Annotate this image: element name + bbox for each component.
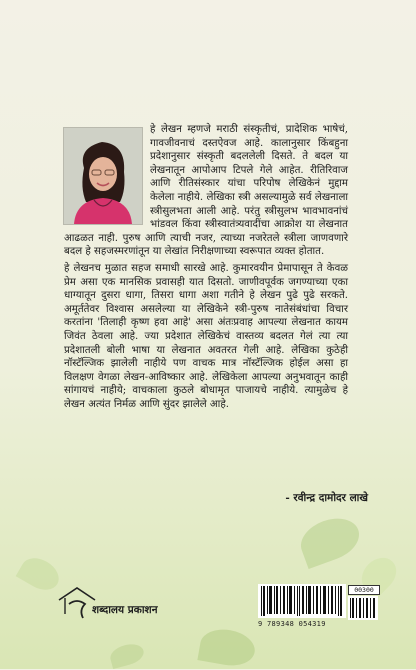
blurb-paragraph-1: हे लेखन म्हणजे मराठी संस्कृतीचं, प्रादेशिक भाषेचं, गावजीवनाचं दस्तऐवज आहे. कालानुसार किंबहुना प्रदेशानुसार संस्कृती बदललेली दिसते. ते बदल या लेखनातून आपोआप टिपले गेले आहेत. रीतिरिवाज आणि रीतिसंस्कार यांचा परिपोष लेखिकेनं मुद्दाम केलेला नाहीये. लेखिका स्त्री असल्यामुळे सर्व लेखनाला स्त्रीसुलभता आली आहे. परंतु स्त्रीसुलभ भावभावनांचं भांडवल किंवा स्त्रीस्वातंत्र्यवादींचा आक्रोश या लेखनात आढळत नाही. पुरुष आणि त्याची नजर, त्याच्या नजरेतले स्त्रीला जाणवणारे बदल हे सहजस्मरणांतून या लेखांत निरीक्षणाच्या स्वरूपात व्यक्त होतात. — [64, 124, 348, 258]
barcode-icon — [258, 584, 346, 618]
publisher-name: शब्दालय प्रकाशन — [92, 604, 158, 616]
isbn-number: 9 789348 054319 — [258, 620, 326, 628]
blurb-paragraph-2: हे लेखनच मुळात सहज समाधी सारखे आहे. कुमारवयीन प्रेमापासून ते केवळ प्रेम असा एक मानसिक प्रवासही यात दिसतो. जाणीवपूर्वक जगण्याच्या एका धाग्यातून दुसरा धागा, तिसरा धागा अशा गतीने हे लेखन पुढे पुढे सरकते. अमूर्ततेवर विश्वास असलेल्या या लेखिकेने स्त्री-पुरुष नातेसंबंधांचा विचार करतांना 'तिलाही कृष्ण हवा आहे' असा अंतःप्रवाह आपल्या लेखनात कायम जिवंत ठेवला आहे. ज्या प्रदेशात लेखिकेचं वास्तव्य बदलत गेलं त्या त्या प्रदेशातली बोली भाषा या लेखनात अवतरत गेली आहे. लेखिका कुठेही नॉस्टॅल्जिक झालेली नाहीये पण वाचक मात्र नॉस्टॅल्जिक होईल असा हा विलक्षण वेगळा लेखन-आविष्कार आहे. लेखिकेला आपल्या अनुभवातून काही सांगायचं नाहीये; वाचकाला कुठले बोधामृत पाजायचे नाहीये. त्यामुळेच हे लेखन अत्यंत निर्मळ आणि सुंदर झालेले आहे. — [64, 262, 348, 410]
house-book-icon — [57, 584, 97, 624]
signature: - रवीन्द्र दामोदर लाखे — [285, 492, 368, 504]
decorative-leaf — [108, 641, 146, 669]
blurb-text — [64, 123, 348, 414]
price-code: 00300 — [348, 585, 380, 595]
decorative-leaf — [295, 511, 365, 569]
barcode-addon-icon — [348, 596, 378, 620]
